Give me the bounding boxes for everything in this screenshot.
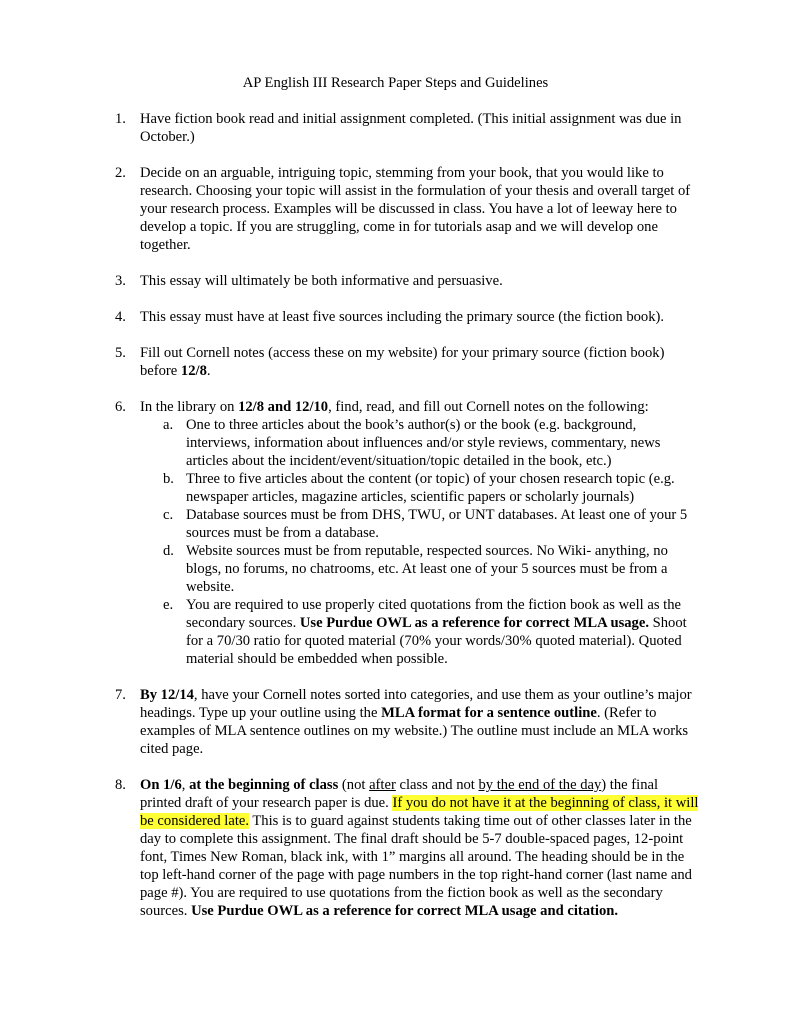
step-item-4 [115,308,700,326]
step-text: , have your Cornell notes sorted into categories, and use them as your outline’s major headings. Type up your outline using the [140,687,692,721]
step-item-7 [115,686,700,758]
step-text: This is to guard against students taking time out of other classes later in the day to complete this assignment. The final draft should be 5-7 double-spaced pages, 12-point font, Times New Roman, black ink, with 1” margins all around. The heading should be in the top left-hand corner of the page with page numbers in the top right-hand corner (last name and page #). You are required to use quotations from the fiction book as well as the secondary sources. [140,813,692,919]
step-date: On 1/6 [140,777,182,793]
step-text: ) the final printed draft of your research paper is due. [140,777,659,811]
sub-item-a [163,416,700,470]
step-text: Decide on an arguable, intriguing topic, stemming from your book, that you would like to research. Choosing your topic will assist in the formulation of your thesis and overall target of your research process. Examples will be discussed in class. You have a lot of leeway here to develop a topic. If you are struggling, come in for tutorials asap and we will develop one together. [140,165,691,253]
sub-text: Website sources must be from reputable, respected sources. No Wiki- anything, no blogs, no forums, no chatrooms, etc. At least one of your 5 sources must be from a website. [186,543,668,595]
step-number: 8. [115,777,126,793]
sub-item-d [163,542,700,596]
step-number: 2. [115,165,126,181]
step-bold-text: MLA format for a sentence outline [381,705,597,721]
sub-text: Three to five articles about the content (or topic) of your chosen research topic (e.g. newspaper articles, magazine articles, scientific papers or scholarly journals) [186,471,675,505]
document-title: AP English III Research Paper Steps and Guidelines [242,75,549,91]
sub-text: Shoot for a 70/30 ratio for quoted material (70% your words/30% quoted material). Quoted material should be embedded when possible. [186,615,687,667]
step-number: 1. [115,111,126,127]
step-date: 12/8 and 12/10 [238,399,329,415]
sub-bold-text: Use Purdue OWL as a reference for correct MLA usage. [299,615,649,631]
sub-item-b [163,470,700,506]
step-number: 3. [115,273,126,289]
sub-text: Database sources must be from DHS, TWU, or UNT databases. At least one of your 5 sources must be from a database. [186,507,688,541]
step-item-1 [115,110,700,146]
sub-letter: b. [163,471,174,487]
step-number: 7. [115,687,126,703]
sub-text: One to three articles about the book’s author(s) or the book (e.g. background, interviews, information about influences and/or style reviews, commentary, news articles about the incident/event/situation/topic detailed in the book, etc.) [186,417,661,469]
step-text: Have fiction book read and initial assignment completed. (This initial assignment was due in October.) [140,111,682,145]
sub-item-c [163,506,700,542]
step-number: 4. [115,309,126,325]
sub-letter: d. [163,543,174,559]
sub-item-e [163,596,700,668]
step-date: By 12/14 [140,687,194,703]
step-text: , find, read, and fill out Cornell notes on the following: [328,399,649,415]
step-item-2 [115,164,700,254]
step-bold-text: at the beginning of class [189,777,339,793]
step-item-8 [115,776,700,920]
step-text: This essay will ultimately be both informative and persuasive. [140,273,503,289]
step-item-5 [115,344,700,380]
steps-list [115,110,700,938]
underlined-text: by the end of the day [478,777,602,793]
sub-letter: a. [163,417,174,433]
step-item-3 [115,272,700,290]
step-number: 6. [115,399,126,415]
highlighted-text: If you do not have it at the beginning of class, it will be considered late. [140,795,699,829]
underlined-text: after [369,777,396,793]
sub-text: You are required to use properly cited quotations from the fiction book as well as the secondary sources. [186,597,681,631]
step-text: In the library on [140,399,239,415]
step-text: This essay must have at least five sources including the primary source (the fiction book). [140,309,665,325]
step-text: Fill out Cornell notes (access these on my website) for your primary source (fiction book) before [140,345,665,379]
step-text: . (Refer to examples of MLA sentence outlines on my website.) The outline must include an MLA works cited page. [140,705,689,757]
step-text: class and not [395,777,479,793]
step-bold-text: Use Purdue OWL as a reference for correct MLA usage and citation. [191,903,619,919]
sub-list [140,416,700,668]
step-text: (not [338,777,370,793]
sub-letter: e. [163,597,174,613]
step-text: . [206,363,211,379]
step-text: , [181,777,190,793]
sub-letter: c. [163,507,174,523]
step-number: 5. [115,345,126,361]
step-item-6 [115,398,700,668]
step-date: 12/8 [180,363,207,379]
